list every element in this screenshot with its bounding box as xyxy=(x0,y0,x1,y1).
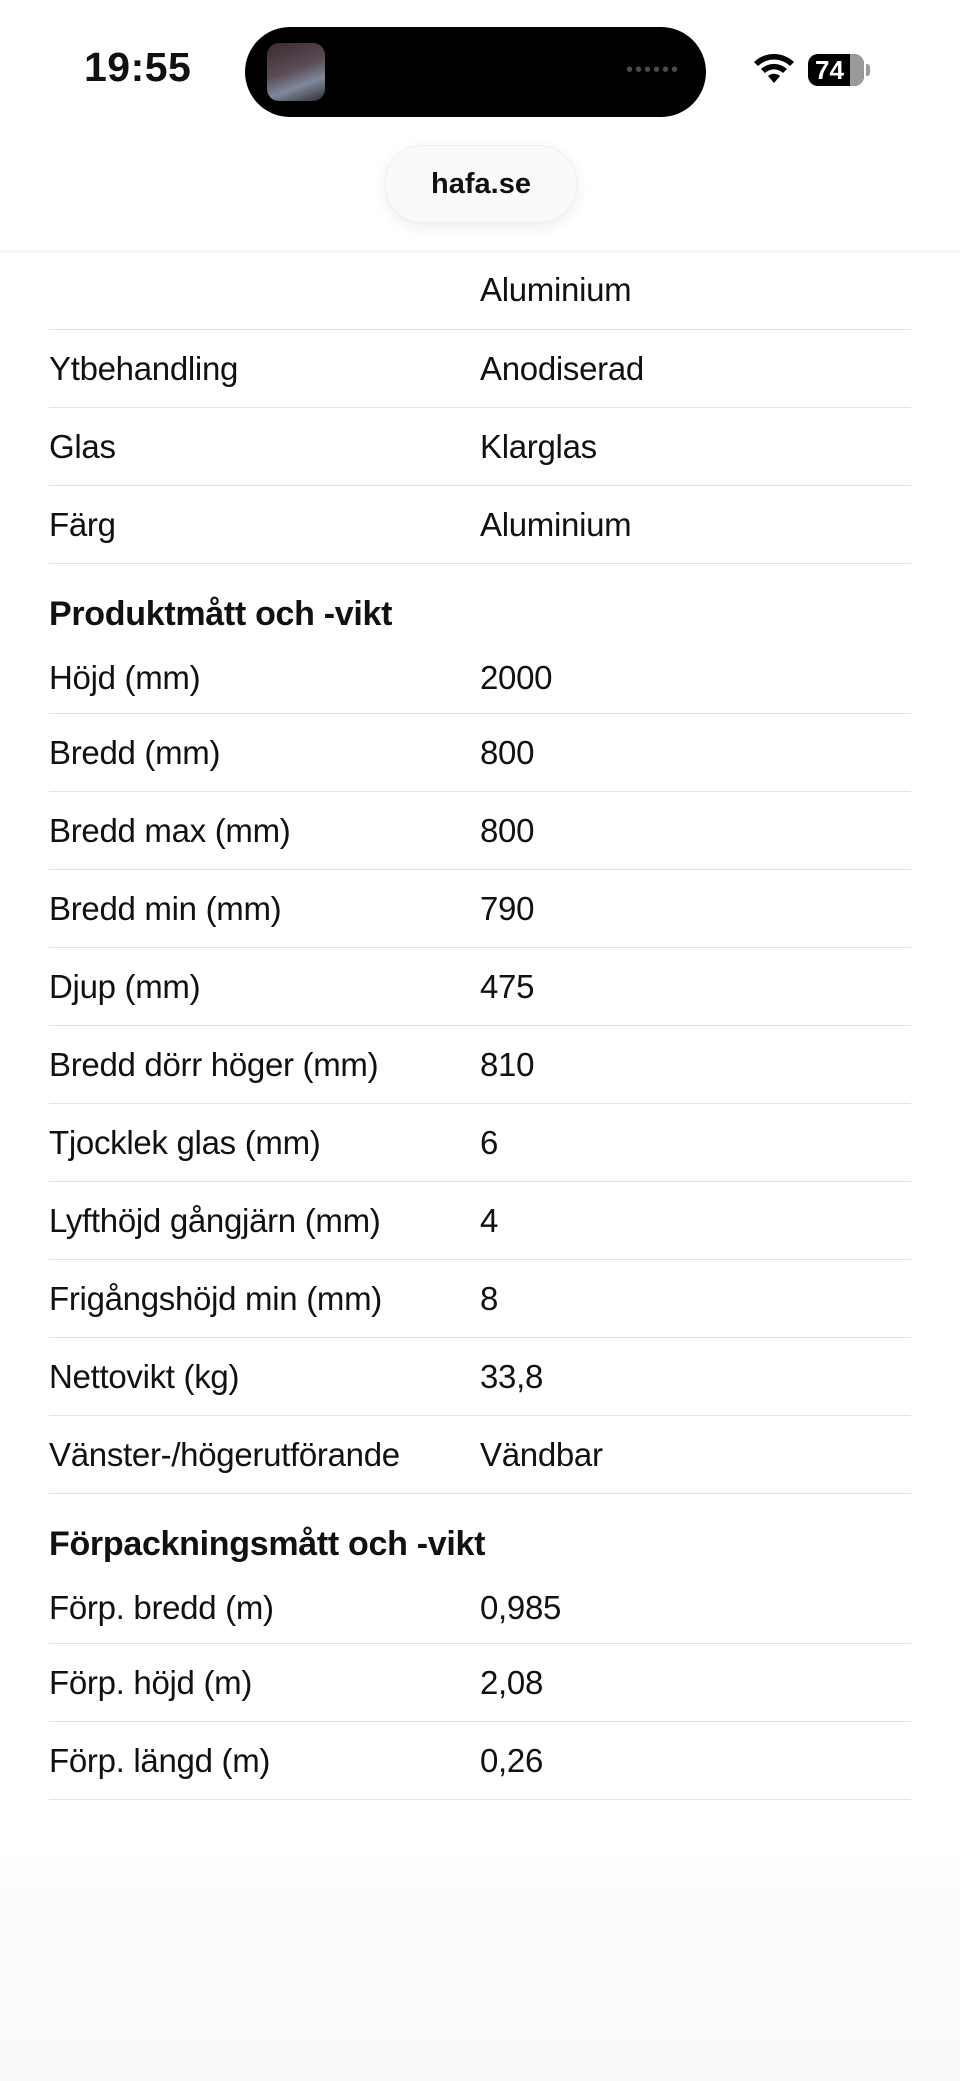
spec-row xyxy=(49,1182,911,1260)
spec-label: Djup (mm) xyxy=(49,967,201,1005)
spec-row xyxy=(49,1338,911,1416)
spec-value: 810 xyxy=(480,1045,535,1083)
spec-row xyxy=(49,408,911,486)
spec-table xyxy=(49,210,911,1800)
spec-label: Bredd min (mm) xyxy=(49,889,282,927)
spec-label: Bredd (mm) xyxy=(49,733,221,771)
dynamic-island[interactable] xyxy=(245,27,706,117)
spec-value: 790 xyxy=(480,889,535,927)
spec-value: 0,26 xyxy=(480,1741,544,1779)
spec-row xyxy=(49,870,911,948)
spec-label: Glas xyxy=(49,427,116,465)
spec-value: Klarglas xyxy=(480,427,597,465)
battery-cap xyxy=(866,64,870,76)
address-bar[interactable]: hafa.se xyxy=(385,145,577,223)
spec-label: Ytbehandling xyxy=(49,349,239,387)
spec-label: Frigångshöjd min (mm) xyxy=(49,1279,382,1317)
spec-label: Tjocklek glas (mm) xyxy=(49,1123,321,1161)
spec-row xyxy=(49,948,911,1026)
battery-level: 74 xyxy=(815,55,844,85)
spec-value: Aluminium xyxy=(480,505,632,543)
battery-icon xyxy=(808,54,864,86)
spec-label: Nettovikt (kg) xyxy=(49,1357,240,1395)
spec-label: Förp. längd (m) xyxy=(49,1741,271,1779)
spec-value: 475 xyxy=(480,967,535,1005)
spec-row xyxy=(49,1104,911,1182)
top-chrome xyxy=(0,0,960,250)
spec-value: 0,985 xyxy=(480,1588,562,1626)
spec-row xyxy=(49,486,911,564)
spec-label: Bredd max (mm) xyxy=(49,811,291,849)
spec-value: 800 xyxy=(480,733,535,771)
spec-row xyxy=(49,330,911,408)
spec-row xyxy=(49,1260,911,1338)
section-title-product: Produktmått och -vikt xyxy=(49,595,393,633)
spec-row xyxy=(49,1026,911,1104)
spec-row xyxy=(49,714,911,792)
spec-label: Förp. höjd (m) xyxy=(49,1663,253,1701)
spec-label: Höjd (mm) xyxy=(49,658,201,696)
spec-value: 2,08 xyxy=(480,1663,544,1701)
spec-value: Vändbar xyxy=(480,1435,603,1473)
spec-value: 800 xyxy=(480,811,535,849)
spec-value: 33,8 xyxy=(480,1357,544,1395)
section-title-package: Förpackningsmått och -vikt xyxy=(49,1525,486,1563)
status-time: 19:55 xyxy=(84,44,192,90)
spec-value: 2000 xyxy=(480,658,553,696)
spec-label: Förp. bredd (m) xyxy=(49,1588,274,1626)
activity-dots-icon: •••••• xyxy=(625,59,680,81)
spec-value: Aluminium xyxy=(480,271,632,308)
app-thumbnail-icon[interactable] xyxy=(267,43,325,101)
spec-row xyxy=(49,642,911,714)
spec-row xyxy=(49,1572,911,1644)
page-bottom-area xyxy=(0,1855,960,2081)
spec-row xyxy=(49,1722,911,1800)
spec-label: Färg xyxy=(49,505,116,543)
spec-label: Bredd dörr höger (mm) xyxy=(49,1045,379,1083)
spec-label: Vänster-/högerutförande xyxy=(49,1435,400,1473)
wifi-icon xyxy=(752,52,796,86)
spec-row xyxy=(49,792,911,870)
spec-value: 8 xyxy=(480,1279,499,1317)
spec-row xyxy=(49,1416,911,1494)
spec-row xyxy=(49,1644,911,1722)
spec-value: Anodiserad xyxy=(480,349,644,387)
spec-value: 4 xyxy=(480,1201,499,1239)
spec-value: 6 xyxy=(480,1123,499,1161)
spec-label: Lyfthöjd gångjärn (mm) xyxy=(49,1201,381,1239)
